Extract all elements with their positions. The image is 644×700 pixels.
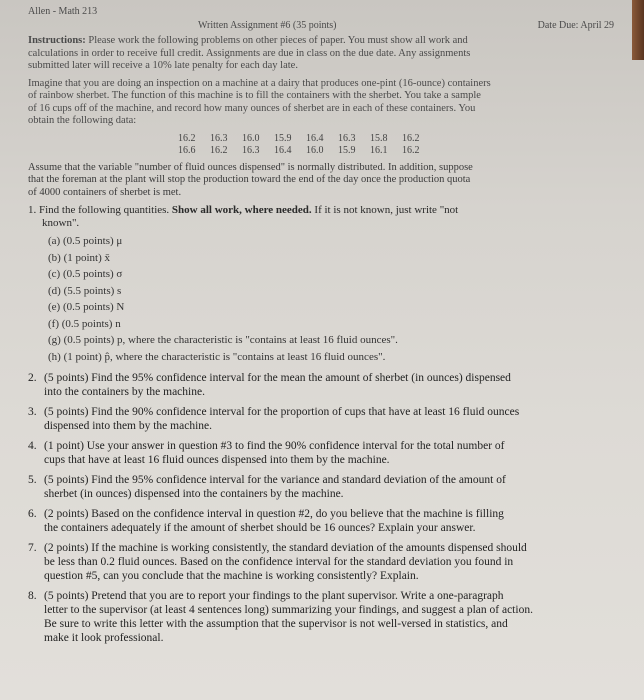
course-name: Allen - Math 213	[28, 6, 98, 17]
data-row: 16.6 16.2 16.3 16.4 16.0 15.9 16.1 16.2	[178, 144, 420, 156]
q-number: 5.	[28, 474, 37, 486]
subquestion-b: (b) (1 point) x̄	[48, 251, 111, 264]
q-number: 2.	[28, 372, 37, 384]
q-text: Find the following quantities.	[39, 204, 170, 216]
assume-line: that the foreman at the plant will stop the production toward the end of the day once the production quota	[28, 174, 471, 185]
assumption	[28, 162, 614, 200]
q-line: question #5, can you conclude that the machine is working consistently? Explain.	[44, 570, 419, 582]
q-line: (1 point) Use your answer in question #3 to find the 90% confidence interval for the total number of	[44, 440, 505, 452]
q-line: (5 points) Find the 90% confidence interval for the proportion of cups that have at least 16 fluid ounces	[44, 406, 520, 418]
q-line: dispensed into them by the machine.	[44, 420, 212, 432]
assume-line: Assume that the variable "number of fluid ounces dispensed" is normally distributed. In addition, suppose	[28, 161, 473, 173]
question-6	[28, 507, 614, 535]
q-emphasis: Show all work, where needed.	[171, 204, 312, 216]
header-row	[28, 20, 614, 31]
q-line: make it look professional.	[44, 632, 164, 644]
q-line: cups that have at least 16 fluid ounces dispensed into them by the machine.	[44, 454, 390, 466]
scenario-line: obtain the following data:	[28, 115, 137, 126]
q-number: 1.	[28, 204, 37, 216]
q-text: known".	[42, 217, 80, 229]
q-text: If it is not known, just write "not	[314, 204, 459, 216]
q-line: (5 points) Find the 95% confidence interval for the variance and standard deviation of the amount of	[44, 474, 506, 486]
q-number: 3.	[28, 406, 37, 418]
subquestion-d: (d) (5.5 points) s	[48, 284, 122, 297]
assignment-title: Written Assignment #6 (35 points)	[198, 20, 337, 31]
table-edge	[632, 0, 644, 60]
subquestion-a: (a) (0.5 points) μ	[48, 235, 123, 247]
q-line: into the containers by the machine.	[44, 386, 205, 398]
q-line: sherbet (in ounces) dispensed into the containers by the machine.	[44, 488, 344, 500]
q-line: (2 points) Based on the confidence interval in question #2, do you believe that the machine is filling	[44, 508, 504, 520]
instr-line: submitted later will receive a 10% late penalty for each day late.	[28, 60, 298, 71]
q-line: letter to the supervisor (at least 4 sentences long) summarizing your findings, and suggest a plan of action.	[44, 604, 533, 616]
q-number: 4.	[28, 440, 37, 452]
question-2	[28, 371, 614, 399]
assume-line: of 4000 containers of sherbet is met.	[28, 186, 182, 198]
q-number: 6.	[28, 508, 37, 520]
scenario-line: Imagine that you are doing an inspection on a machine at a dairy that produces one-pint (16-ounce) containers	[28, 77, 491, 89]
subquestion-f: (f) (0.5 points) n	[48, 317, 121, 330]
instr-line: calculations in order to receive full credit. Assignments are due in class on the due date. Any assignments	[28, 47, 471, 59]
due-date: Date Due: April 29	[537, 20, 614, 31]
q-line: (2 points) If the machine is working consistently, the standard deviation of the amounts dispensed should	[44, 542, 527, 554]
question-3	[28, 405, 614, 433]
q-line: be less than 0.2 fluid ounces. Based on the confidence interval for the standard deviation you found in	[44, 556, 514, 568]
question-8	[28, 589, 614, 645]
q-line: (5 points) Pretend that you are to report your findings to the plant supervisor. Write a one-paragraph	[44, 590, 504, 602]
question-4	[28, 439, 614, 467]
instructions	[28, 35, 614, 73]
q-line: (5 points) Find the 95% confidence interval for the mean the amount of sherbet (in ounces) dispensed	[44, 372, 511, 384]
scenario-line: of 16 cups off of the machine, and record how many ounces of sherbet are in each of these containers. You	[28, 102, 476, 114]
instructions-label: Instructions:	[28, 35, 86, 46]
q-number: 8.	[28, 590, 37, 602]
data-table	[28, 133, 614, 157]
question-7	[28, 541, 614, 583]
question-5	[28, 473, 614, 501]
question-1	[28, 204, 614, 230]
subquestion-h: (h) (1 point) p̂, where the characteristic is "contains at least 16 fluid ounces".	[48, 350, 386, 363]
q-line: Be sure to write this letter with the assumption that the supervisor is not well-versed in statistics, and	[44, 618, 508, 630]
subquestion-e: (e) (0.5 points) N	[48, 301, 125, 313]
instr-line: Please work the following problems on other pieces of paper. You must show all work and	[88, 35, 468, 46]
scenario-line: of rainbow sherbet. The function of this machine is to fill the containers with the sherbet. You take a sample	[28, 90, 481, 101]
scenario	[28, 78, 614, 128]
q-line: the containers adequately if the amount of sherbet should be 16 ounces? Explain your answer.	[44, 522, 476, 534]
subquestion-g: (g) (0.5 points) p, where the characteristic is "contains at least 16 fluid ounces".	[48, 334, 398, 346]
q-number: 7.	[28, 542, 37, 554]
data-row: 16.2 16.3 16.0 15.9 16.4 16.3 15.8 16.2	[178, 132, 420, 144]
subquestion-c: (c) (0.5 points) σ	[48, 268, 123, 280]
